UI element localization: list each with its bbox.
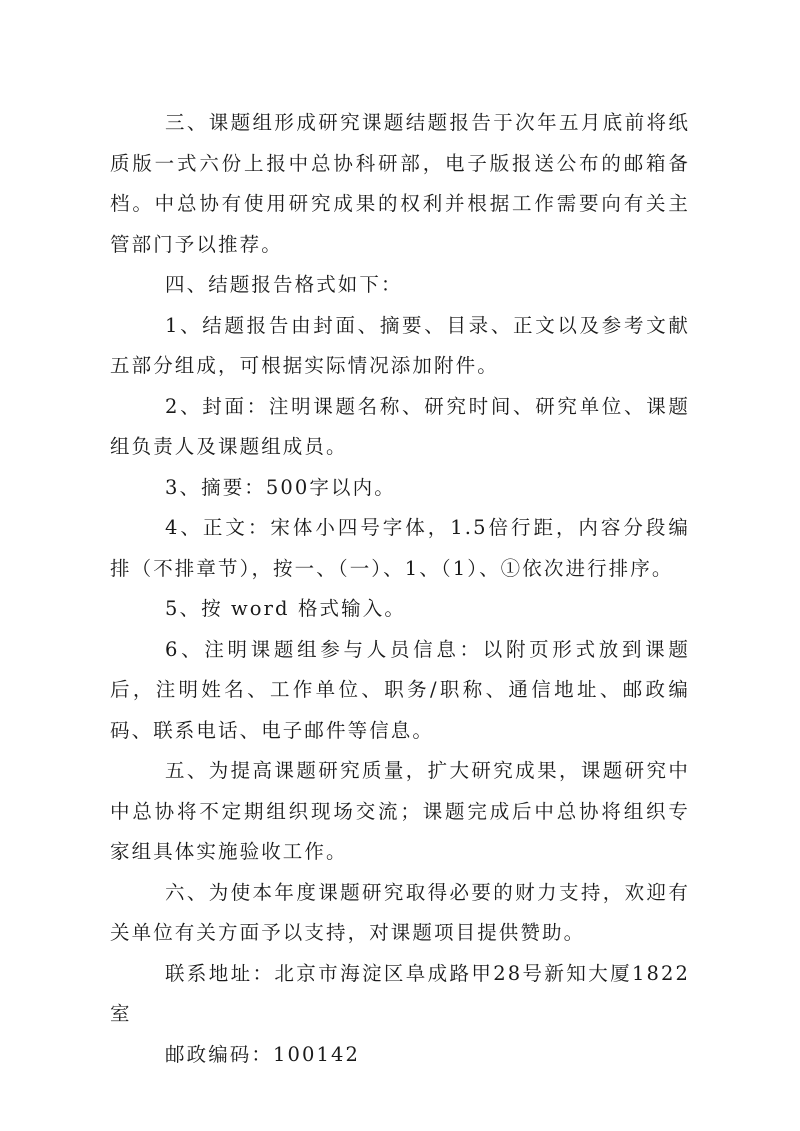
document-body	[110, 103, 690, 1075]
paragraph-section-5: 五、为提高课题研究质量，扩大研究成果，课题研究中中总协将不定期组织现场交流；课题完成后中总协将组织专家组具体实施验收工作。	[110, 759, 690, 863]
paragraph-item-4: 4、正文：宋体小四号字体，1.5倍行距，内容分段编排（不排章节），按一、（一）、1、（1）、①依次进行排序。	[110, 516, 690, 580]
paragraph-item-5: 5、按 word 格式输入。	[165, 597, 406, 620]
paragraph-section-3: 三、课题组形成研究课题结题报告于次年五月底前将纸质版一式六份上报中总协科研部，电子版报送公布的邮箱备档。中总协有使用研究成果的权利并根据工作需要向有关主管部门予以推荐。	[110, 111, 690, 256]
paragraph-section-4-heading: 四、结题报告格式如下：	[165, 273, 403, 296]
contact-address: 联系地址：北京市海淀区阜成路甲28号新知大厦1822室	[110, 961, 690, 1025]
postal-code: 邮政编码：100142	[165, 1042, 361, 1066]
paragraph-item-3: 3、摘要：500字以内。	[165, 475, 396, 499]
paragraph-item-2: 2、封面：注明课题名称、研究时间、研究单位、课题组负责人及课题组成员。	[110, 394, 690, 458]
paragraph-section-6: 六、为使本年度课题研究取得必要的财力支持，欢迎有关单位有关方面予以支持，对课题项目提供赞助。	[110, 880, 690, 944]
paragraph-item-6: 6、注明课题组参与人员信息：以附页形式放到课题后，注明姓名、工作单位、职务/职称、通信地址、邮政编码、联系电话、电子邮件等信息。	[110, 637, 690, 742]
paragraph-item-1: 1、结题报告由封面、摘要、目录、正文以及参考文献五部分组成，可根据实际情况添加附件。	[110, 313, 690, 377]
